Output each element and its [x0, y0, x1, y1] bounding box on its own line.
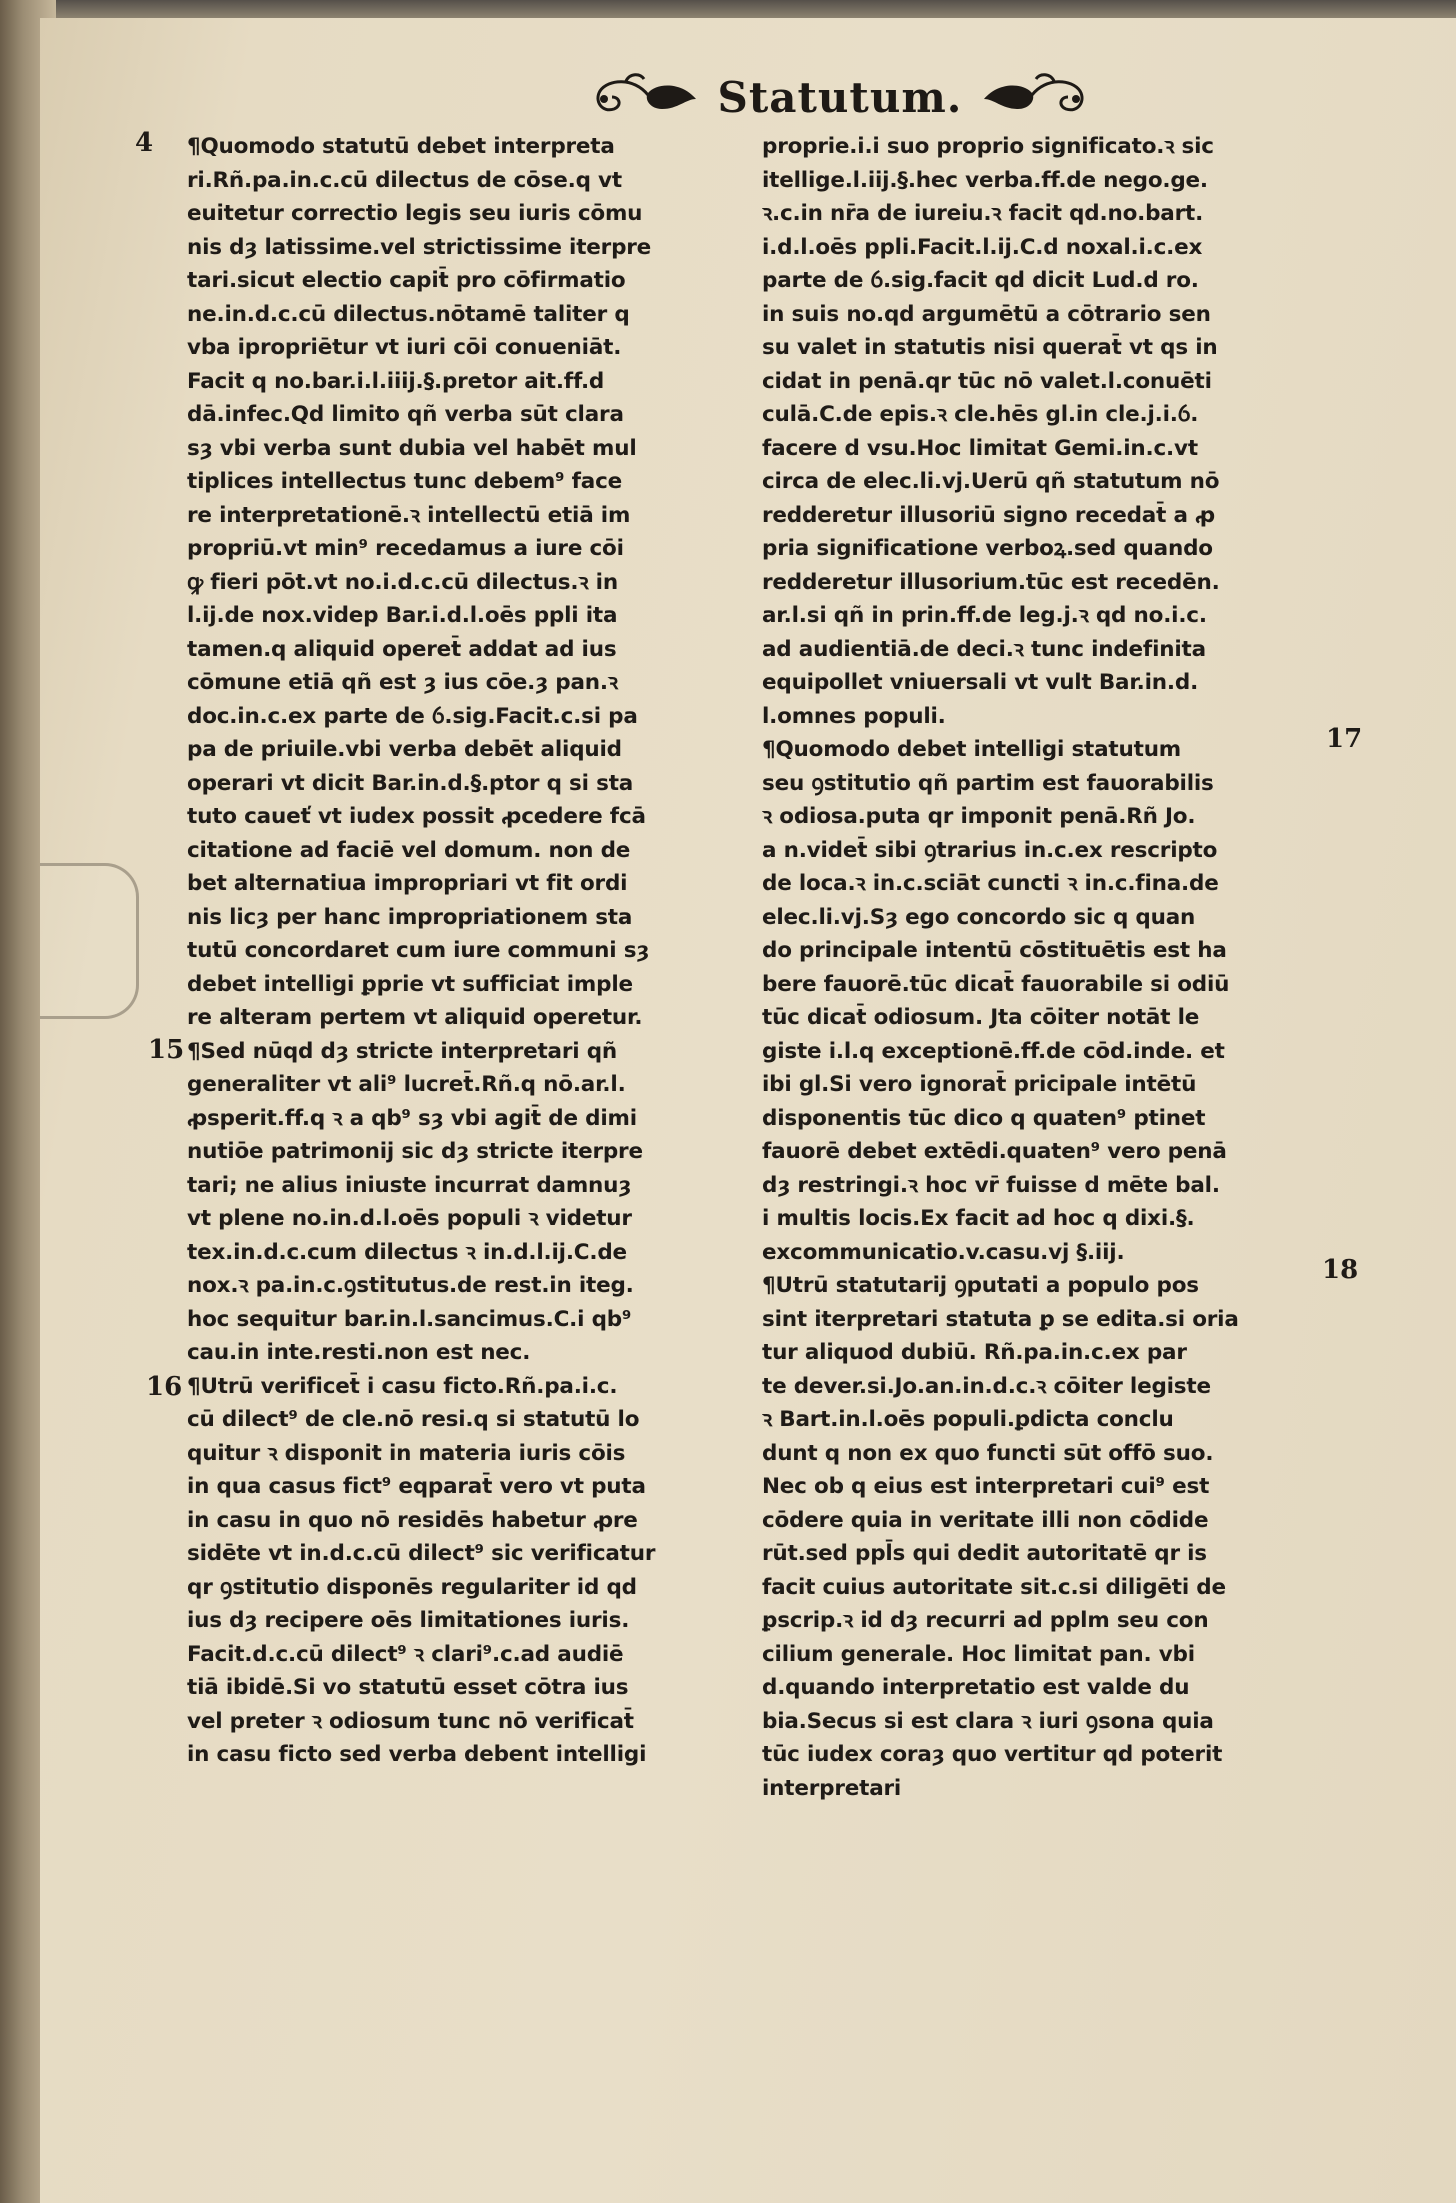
text-line: equipollet vniuersali vt vult Bar.in.d.: [762, 670, 1199, 695]
text-line: tex.in.d.c.cum dilectus ꝛ in.d.l.ij.C.de: [187, 1239, 627, 1265]
text-line: l.omnes populi.: [762, 703, 946, 729]
text-line: ¶Quomodo debet intelligi statutum: [762, 737, 1182, 762]
text-line: pa de priuile.vbi verba debēt aliquid: [187, 737, 622, 762]
text-line: seu ꝯstitutio qñ partim est fauorabilis: [762, 770, 1214, 796]
text-line: interpretari: [762, 1775, 902, 1801]
section-number-17: 17: [1326, 724, 1363, 754]
text-line: facit cuius autoritate sit.c.si diligēti de: [762, 1574, 1226, 1600]
text-line: nis licȝ per hanc impropriationem sta: [187, 904, 633, 930]
text-line: excommunicatio.v.casu.vj §.iij.: [762, 1239, 1125, 1265]
text-line: cidat in penā.qr tūc nō valet.l.conuēti: [762, 368, 1212, 394]
text-line: Nec ob q eius est interpretari cui⁹ est: [762, 1474, 1210, 1499]
text-line: ꝛ.c.in nr̄a de iureiu.ꝛ facit qd.no.bart.: [762, 201, 1204, 226]
section-number-18: 18: [1322, 1255, 1359, 1285]
text-line: nox.ꝛ pa.in.c.ꝯstitutus.de rest.in iteg.: [187, 1273, 634, 1298]
text-line: ar.l.si qñ in prin.ff.de leg.j.ꝛ qd no.i.c.: [762, 603, 1207, 628]
text-line: sȝ vbi verba sunt dubia vel habēt mul: [187, 435, 637, 461]
text-line: ¶Quomodo statutū debet interpreta: [187, 134, 615, 159]
text-line: ius dȝ recipere oēs limitationes iuris.: [187, 1608, 630, 1633]
text-line: Facit q no.bar.i.l.iiij.§.pretor ait.ff.d: [187, 368, 605, 394]
text-line: ꝑscrip.ꝛ id dȝ recurri ad pplm seu con: [762, 1608, 1209, 1633]
text-line: re interpretationē.ꝛ intellectū etiā im: [187, 502, 631, 528]
page-title: Statutum.: [717, 72, 963, 122]
text-line: fauorē debet extēdi.quaten⁹ vero penā: [762, 1139, 1227, 1164]
text-line: citatione ad faciē vel domum. non de: [187, 837, 631, 863]
section-number-4: 4: [135, 128, 154, 158]
text-line: tūc iudex coraȝ quo vertitur qd poterit: [762, 1742, 1223, 1767]
text-line: i.d.l.oēs ppli.Facit.l.ij.C.d noxal.i.c.ex: [762, 234, 1203, 260]
text-line: ¶Utrū statutarij ꝯputati a populo pos: [762, 1273, 1199, 1298]
text-line: bia.Secus si est clara ꝛ iuri ꝯsona quia: [762, 1708, 1214, 1734]
text-line: ꝛ Bart.in.l.oēs populi.ꝑdicta conclu: [762, 1407, 1174, 1432]
text-line: parte de ỽ.sig.facit qd dicit Lud.d ro.: [762, 268, 1199, 293]
right-text-column: [762, 130, 1322, 1805]
running-header: [580, 62, 1100, 132]
text-line: ad audientiā.de deci.ꝛ tunc indefinita: [762, 636, 1206, 662]
right-fleuron-icon: [974, 69, 1094, 125]
section-number-16: 16: [146, 1372, 183, 1402]
text-line: giste i.l.q exceptionē.ff.de cōd.inde. et: [762, 1038, 1225, 1064]
text-line: quitur ꝛ disponit in materia iuris cōis: [187, 1440, 626, 1466]
text-line: operari vt dicit Bar.in.d.§.ptor q si sta: [187, 770, 634, 796]
text-line: rūt.sed ppl̄s qui dedit autoritatē qr is: [762, 1541, 1207, 1566]
text-line: generaliter vt ali⁹ lucret̄.Rñ.q nō.ar.l.: [187, 1072, 626, 1097]
text-line: i multis locis.Ex facit ad hoc q dixi.§.: [762, 1206, 1195, 1231]
text-line: d.quando interpretatio est valde du: [762, 1675, 1190, 1700]
text-line: dunt q non ex quo functi sūt offō suo.: [762, 1440, 1214, 1466]
text-line: l.ij.de nox.videp Bar.i.d.l.oēs ppli ita: [187, 603, 618, 628]
text-line: ꝓsperit.ff.q ꝛ a qb⁹ sȝ vbi agit̄ de dimi: [187, 1105, 637, 1131]
text-line: ne.in.d.c.cū dilectus.nōtamē taliter q: [187, 301, 630, 327]
text-line: tiplices intellectus tunc debem⁹ face: [187, 469, 623, 494]
text-line: tuto caueť vt iudex possit ꝓcedere fcā: [187, 804, 646, 829]
text-line: disponentis tūc dico q quaten⁹ ptinet: [762, 1105, 1206, 1131]
text-line: nis dȝ latissime.vel strictissime iterpre: [187, 234, 652, 260]
text-line: tamen.q aliquid operet̄ addat ad ius: [187, 636, 617, 662]
text-line: vt plene no.in.d.l.oēs populi ꝛ videtur: [187, 1206, 632, 1231]
text-line: bere fauorē.tūc dicat̄ fauorabile si odiū: [762, 971, 1230, 997]
text-line: ibi gl.Si vero ignorat̄ pricipale intētū: [762, 1072, 1197, 1097]
text-line: sidēte vt in.d.c.cū dilect⁹ sic verificatur: [187, 1541, 656, 1566]
text-line: doc.in.c.ex parte de ỽ.sig.Facit.c.si pa: [187, 703, 638, 729]
text-line: redderetur illusorium.tūc est recedēn.: [762, 569, 1220, 595]
text-line: vba ipropriētur vt iuri cōi conueniāt.: [187, 335, 622, 360]
text-line: pria significatione verboꝝ.sed quando: [762, 536, 1213, 561]
text-line: itellige.l.iij.§.hec verba.ff.de nego.ge.: [762, 167, 1208, 193]
text-line: tur aliquod dubiū. Rñ.pa.in.c.ex par: [762, 1340, 1187, 1365]
text-line: redderetur illusoriū signo recedat̄ a ꝓ: [762, 502, 1215, 528]
text-line: cōdere quia in veritate illi non cōdide: [762, 1507, 1209, 1533]
left-fleuron-icon: [586, 69, 706, 125]
text-line: Facit.d.c.cū dilect⁹ ꝛ clari⁹.c.ad audiē: [187, 1641, 624, 1667]
text-line: ¶Sed nūqd dȝ stricte interpretari qñ: [187, 1038, 618, 1064]
text-line: propriū.vt min⁹ recedamus a iure cōi: [187, 536, 624, 561]
text-line: euitetur correctio legis seu iuris cōmu: [187, 201, 643, 226]
text-line: nutiōe patrimonij sic dȝ stricte iterpre: [187, 1139, 643, 1164]
page-clip: [40, 863, 139, 1019]
text-line: circa de elec.li.vj.Uerū qñ statutum nō: [762, 469, 1220, 494]
section-number-15: 15: [148, 1035, 185, 1065]
text-line: hoc sequitur bar.in.l.sancimus.C.i qb⁹: [187, 1306, 632, 1332]
text-line: tari.sicut electio capit̄ pro cōfirmatio: [187, 268, 626, 293]
text-line: qr ꝯstitutio disponēs regulariter id qd: [187, 1574, 637, 1600]
text-line: cōmune etiā qñ est ȝ ius cōe.ȝ pan.ꝛ: [187, 670, 618, 695]
text-line: tari; ne alius iniuste incurrat damnuȝ: [187, 1172, 632, 1198]
text-line: in casu ficto sed verba debent intelligi: [187, 1742, 647, 1767]
text-line: de loca.ꝛ in.c.sciāt cuncti ꝛ in.c.fina.de: [762, 871, 1219, 896]
text-line: tiā ibidē.Si vo statutū esset cōtra ius: [187, 1675, 629, 1700]
text-line: tutū concordaret cum iure communi sȝ: [187, 938, 650, 963]
text-line: ꝛ odiosa.puta qr imponit penā.Rñ Jo.: [762, 804, 1196, 829]
text-line: dȝ restringi.ꝛ hoc vr̄ fuisse d mēte bal.: [762, 1172, 1220, 1198]
text-line: cū dilect⁹ de cle.nō resi.q si statutū lo: [187, 1407, 640, 1432]
text-line: cilium generale. Hoc limitat pan. vbi: [762, 1641, 1195, 1667]
text-line: a n.videt̄ sibi ꝯtrarius in.c.ex rescripto: [762, 837, 1218, 863]
text-line: proprie.i.i suo proprio significato.ꝛ sic: [762, 134, 1214, 159]
text-line: bet alternatiua impropriari vt fit ordi: [187, 871, 628, 896]
text-line: cau.in inte.resti.non est nec.: [187, 1340, 531, 1365]
text-line: in suis no.qd argumētū a cōtrario sen: [762, 301, 1211, 327]
left-text-column: [187, 130, 747, 1772]
text-line: elec.li.vj.Sȝ ego concordo sic q quan: [762, 904, 1196, 930]
text-line: ꝙ fieri pōt.vt no.i.d.c.cū dilectus.ꝛ in: [187, 569, 618, 595]
text-line: vel preter ꝛ odiosum tunc nō verificat̄: [187, 1708, 634, 1734]
text-line: facere d vsu.Hoc limitat Gemi.in.c.vt: [762, 435, 1198, 461]
text-line: culā.C.de epis.ꝛ cle.hēs gl.in cle.j.i.ỽ.: [762, 402, 1199, 427]
text-line: in qua casus fict⁹ eqparat̄ vero vt puta: [187, 1474, 646, 1499]
text-line: ri.Rñ.pa.in.c.cū dilectus de cōse.q vt: [187, 167, 622, 193]
text-line: do principale intentū cōstituētis est ha: [762, 938, 1227, 963]
text-line: te dever.si.Jo.an.in.d.c.ꝛ cōiter legiste: [762, 1373, 1211, 1399]
text-line: tūc dicat̄ odiosum. Jta cōiter notāt le: [762, 1005, 1200, 1030]
text-line: dā.infec.Qd limito qñ verba sūt clara: [187, 402, 624, 427]
text-line: in casu in quo nō residēs habetur ꝓre: [187, 1507, 638, 1533]
text-line: su valet in statutis nisi querat̄ vt qs in: [762, 335, 1218, 360]
text-line: re alteram pertem vt aliquid operetur.: [187, 1005, 643, 1030]
text-line: debet intelligi ꝑprie vt sufficiat imple: [187, 971, 633, 997]
text-line: sint iterpretari statuta ꝑ se edita.si oria: [762, 1306, 1239, 1332]
text-line: ¶Utrū verificet̄ i casu ficto.Rñ.pa.i.c.: [187, 1373, 618, 1399]
